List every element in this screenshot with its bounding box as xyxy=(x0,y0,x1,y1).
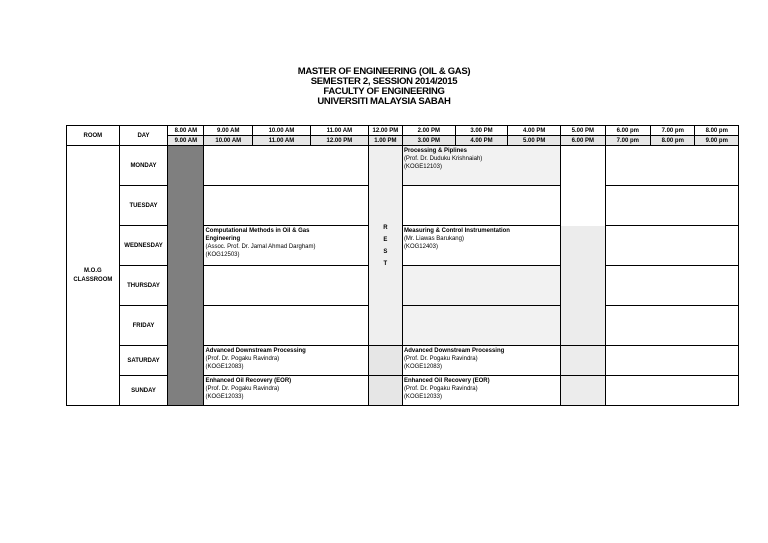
row-sunday xyxy=(67,376,739,406)
empty-slot xyxy=(605,266,738,306)
course-cell xyxy=(402,146,560,186)
row-wednesday xyxy=(67,226,739,266)
course-lecturer: (Prof. Dr. Duduku Krishnaiah) xyxy=(403,156,483,162)
course-lecturer: (Prof. Dr. Pogaku Ravindra) xyxy=(403,356,478,362)
rest-letter: S xyxy=(383,248,388,255)
empty-slot xyxy=(402,306,560,346)
header-room: ROOM xyxy=(67,126,120,146)
row-tuesday xyxy=(67,186,739,226)
title-semester: SEMESTER 2, SESSION 2014/2015 xyxy=(310,76,458,87)
start-time: 12.00 PM xyxy=(368,126,402,136)
end-time: 9.00 AM xyxy=(168,136,204,146)
rest-break-cell xyxy=(368,146,402,346)
end-time: 4.00 PM xyxy=(455,136,508,146)
course-code: (KOGE12083) xyxy=(403,364,442,370)
document-title xyxy=(0,67,768,107)
start-time: 7.00 pm xyxy=(651,126,695,136)
rest-slot xyxy=(368,346,402,376)
empty-slot xyxy=(605,226,738,266)
course-lecturer: (Prof. Dr. Pogaku Ravindra) xyxy=(403,386,478,392)
day-label: MONDAY xyxy=(119,146,168,186)
course-code: (KOG12403) xyxy=(403,244,438,250)
course-code: (KOG12503) xyxy=(205,252,240,258)
course-code: (KOGE12083) xyxy=(205,364,244,370)
course-code: (KOGE12103) xyxy=(403,164,442,170)
rest-letter: R xyxy=(383,224,388,231)
course-cell xyxy=(402,226,560,266)
row-saturday xyxy=(67,346,739,376)
course-name: Advanced Downstream Processing xyxy=(205,348,306,354)
course-name: Advanced Downstream Processing xyxy=(403,348,505,354)
row-friday xyxy=(67,306,739,346)
empty-slot xyxy=(605,146,738,186)
empty-slot xyxy=(561,146,605,226)
course-name: Enhanced Oil Recovery (EOR) xyxy=(205,378,292,384)
start-time: 3.00 PM xyxy=(455,126,508,136)
row-monday xyxy=(67,146,739,186)
room-code: M.O.G xyxy=(84,267,102,274)
start-time: 8.00 pm xyxy=(695,126,739,136)
empty-slot xyxy=(605,306,738,346)
empty-slot xyxy=(402,186,560,226)
room-cell xyxy=(67,146,120,406)
end-time: 5.00 PM xyxy=(508,136,561,146)
course-cell xyxy=(402,376,560,406)
course-cell xyxy=(204,346,368,376)
end-time: 9.00 pm xyxy=(695,136,739,146)
course-name: Enhanced Oil Recovery (EOR) xyxy=(403,378,490,384)
empty-slot xyxy=(204,146,368,186)
header-row-start xyxy=(67,126,739,136)
empty-slot xyxy=(605,186,738,226)
end-time: 6.00 PM xyxy=(561,136,605,146)
start-time: 9.00 AM xyxy=(204,126,253,136)
empty-slot xyxy=(605,376,738,406)
course-cell xyxy=(402,346,560,376)
end-time: 1.00 PM xyxy=(368,136,402,146)
course-name-cont: Engineering xyxy=(205,236,241,242)
empty-slot xyxy=(204,306,368,346)
room-label: CLASSROOM xyxy=(73,276,113,283)
end-time: 11.00 AM xyxy=(253,136,311,146)
end-time: 12.00 PM xyxy=(310,136,368,146)
blocked-slot xyxy=(168,146,204,406)
course-cell xyxy=(204,226,368,266)
course-lecturer: (Mr. Liawas Barukang) xyxy=(403,236,464,242)
start-time: 10.00 AM xyxy=(253,126,311,136)
end-time: 8.00 pm xyxy=(651,136,695,146)
course-cell xyxy=(204,376,368,406)
course-name: Processing & Piplines xyxy=(403,148,467,154)
start-time: 8.00 AM xyxy=(168,126,204,136)
end-time: 3.00 PM xyxy=(402,136,455,146)
course-code: (KOGE12033) xyxy=(205,394,244,400)
course-lecturer: (Assoc. Prof. Dr. Jamal Ahmad Dargham) xyxy=(205,244,316,250)
start-time: 4.00 PM xyxy=(508,126,561,136)
rest-slot xyxy=(368,376,402,406)
empty-slot xyxy=(204,186,368,226)
blocked-slot xyxy=(561,376,605,406)
day-label: SUNDAY xyxy=(119,376,168,406)
start-time: 11.00 AM xyxy=(310,126,368,136)
course-lecturer: (Prof. Dr. Pogaku Ravindra) xyxy=(205,356,280,362)
title-university: UNIVERSITI MALAYSIA SABAH xyxy=(317,96,451,107)
timetable xyxy=(66,125,739,406)
row-thursday xyxy=(67,266,739,306)
day-label: THURSDAY xyxy=(119,266,168,306)
title-faculty: FACULTY OF ENGINEERING xyxy=(323,86,445,97)
header-day: DAY xyxy=(119,126,168,146)
end-time: 7.00 pm xyxy=(605,136,650,146)
empty-slot xyxy=(402,266,560,306)
title-program: MASTER OF ENGINEERING (OIL & GAS) xyxy=(297,66,471,77)
rest-letter: T xyxy=(383,260,388,267)
empty-slot xyxy=(605,346,738,376)
day-label: FRIDAY xyxy=(119,306,168,346)
course-lecturer: (Prof. Dr. Pogaku Ravindra) xyxy=(205,386,280,392)
course-name: Computational Methods in Oil & Gas xyxy=(205,228,310,234)
rest-letter: E xyxy=(383,236,388,243)
day-label: SATURDAY xyxy=(119,346,168,376)
blocked-slot xyxy=(561,226,605,346)
blocked-slot xyxy=(561,346,605,376)
day-label: WEDNESDAY xyxy=(119,226,168,266)
start-time: 5.00 PM xyxy=(561,126,605,136)
empty-slot xyxy=(204,266,368,306)
course-code: (KOGE12033) xyxy=(403,394,442,400)
start-time: 6.00 pm xyxy=(605,126,650,136)
day-label: TUESDAY xyxy=(119,186,168,226)
header-row-end xyxy=(67,136,739,146)
end-time: 10.00 AM xyxy=(204,136,253,146)
start-time: 2.00 PM xyxy=(402,126,455,136)
course-name: Measuring & Control Instrumentation xyxy=(403,228,510,234)
